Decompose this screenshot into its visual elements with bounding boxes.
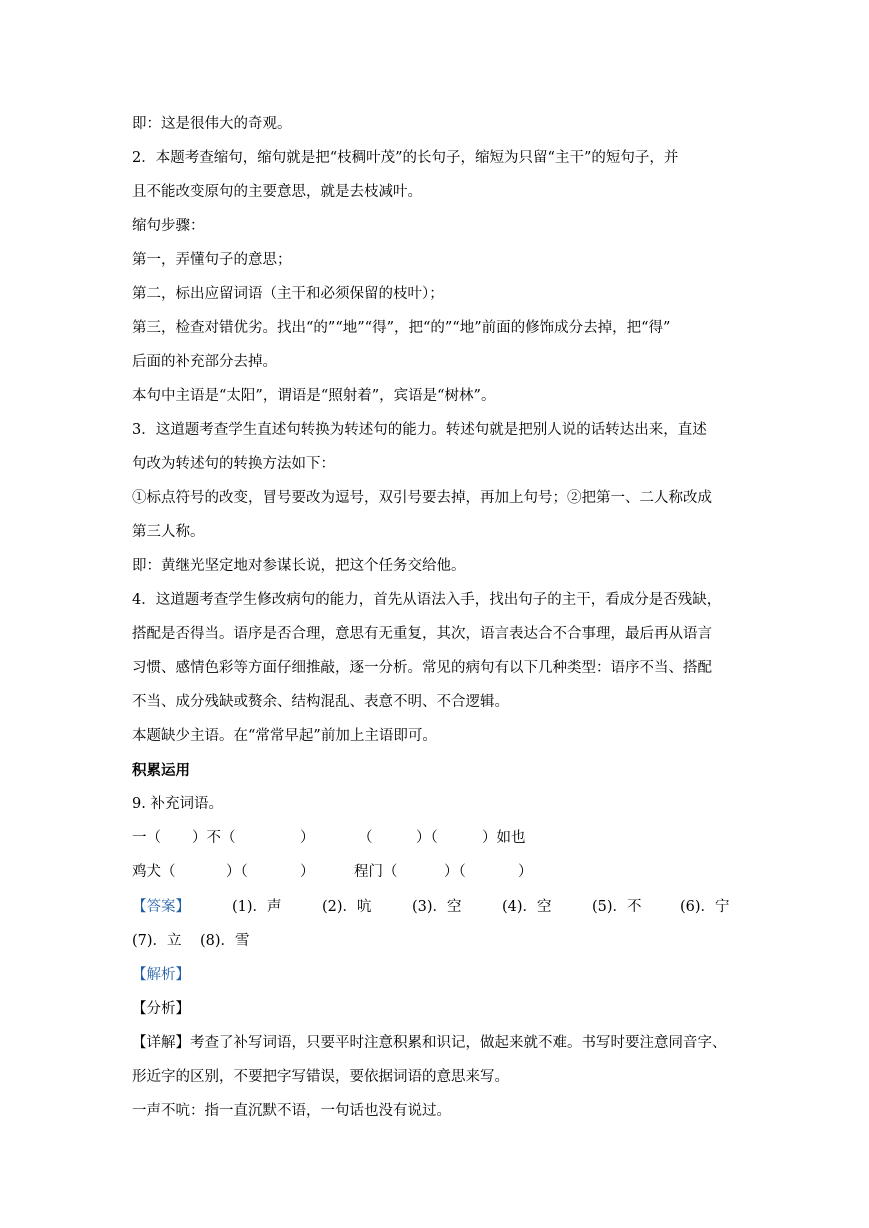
text-line: 即：这是很伟大的奇观。 <box>132 116 292 132</box>
fill-segment: 程门（ <box>354 864 398 880</box>
answer-item: (7)．立 <box>132 933 182 949</box>
fill-segment: ） <box>300 830 315 846</box>
analysis-tag: 【解析】 <box>132 967 190 983</box>
text-line: 本题缺少主语。在“常常早起”前加上主语即可。 <box>132 728 437 744</box>
fill-segment: （ <box>358 830 373 846</box>
answer-item: (4)．空 <box>502 899 552 915</box>
fill-segment: ）（ <box>226 864 248 880</box>
answer-tag: 【答案】 <box>132 899 190 915</box>
fill-segment: ）（ <box>416 830 438 846</box>
fill-segment: 鸡犬（ <box>132 864 176 880</box>
answer-item: (5)．不 <box>592 899 642 915</box>
xiangjie-tag: 【详解】 <box>132 1035 190 1051</box>
fenxi-tag: 【分析】 <box>132 1001 190 1017</box>
text-line: 2．本题考查缩句，缩句就是把“枝稠叶茂”的长句子，缩短为只留“主干”的短句子，并 <box>132 150 679 166</box>
text-line: 搭配是否得当。语序是否合理，意思有无重复，其次，语言表达合不合事理，最后再从语言 <box>132 626 712 642</box>
explanation-text: 考查了补写词语，只要平时注意积累和识记，做起来就不难。书写时要注意同音字、 <box>190 1035 727 1051</box>
answer-row-2 <box>132 931 332 951</box>
text-line: ①标点符号的改变，冒号要改为逗号，双引号要去掉，再加上句号；②把第一、二人称改成 <box>132 490 712 506</box>
answer-item: (2)．吭 <box>322 899 372 915</box>
fill-segment: 一（ <box>132 830 161 846</box>
answer-item: (8)．雪 <box>200 933 250 949</box>
text-line: 一声不吭：指一直沉默不语，一句话也没有说过。 <box>132 1103 451 1119</box>
fill-segment: ） <box>518 864 533 880</box>
fill-blank-row-2 <box>132 862 632 882</box>
text-line: 3．这道题考查学生直述句转换为转述句的能力。转述句就是把别人说的话转达出来，直述 <box>132 422 707 438</box>
text-line: 第一，弄懂句子的意思； <box>132 252 292 268</box>
text-line: 第二，标出应留词语（主干和必须保留的枝叶）； <box>132 286 444 302</box>
answer-row-1 <box>132 897 742 917</box>
answer-item: (6)．宁 <box>680 899 730 915</box>
section-heading: 积累运用 <box>132 763 190 779</box>
text-line: 本句中主语是“太阳”，谓语是“照射着”，宾语是“树林”。 <box>132 388 496 404</box>
text-line: 后面的补充部分去掉。 <box>132 354 277 370</box>
question-9: 9. 补充词语。 <box>132 796 223 812</box>
text-line: 第三，检查对错优劣。找出“的”“地”“得”，把“的”“地”前面的修饰成分去掉，把“得” <box>132 320 671 336</box>
text-line: 即：黄继光坚定地对参谋长说，把这个任务交给他。 <box>132 558 466 574</box>
answer-item: (3)．空 <box>412 899 462 915</box>
text-line: 习惯、感情色彩等方面仔细推敲，逐一分析。常见的病句有以下几种类型：语序不当、搭配 <box>132 660 712 676</box>
text-line: 4．这道题考查学生修改病句的能力，首先从语法入手，找出句子的主干，看成分是否残缺， <box>132 592 722 608</box>
fill-segment: ）（ <box>444 864 466 880</box>
text-line: 形近字的区别，不要把字写错误，要依据词语的意思来写。 <box>132 1069 509 1085</box>
fill-blank-row-1 <box>132 828 632 848</box>
fill-segment: ）不（ <box>192 830 236 846</box>
text-line: 且不能改变原句的主要意思，就是去枝减叶。 <box>132 184 422 200</box>
explanation-line <box>132 1033 727 1053</box>
text-line: 缩句步骤： <box>132 218 205 234</box>
text-line: 第三人称。 <box>132 524 205 540</box>
text-line: 不当、成分残缺或赘余、结构混乱、表意不明、不合逻辑。 <box>132 694 509 710</box>
answer-item: (1)．声 <box>232 899 282 915</box>
fill-segment: ）如也 <box>482 830 526 846</box>
fill-segment: ） <box>300 864 315 880</box>
text-line: 句改为转述句的转换方法如下： <box>132 456 335 472</box>
